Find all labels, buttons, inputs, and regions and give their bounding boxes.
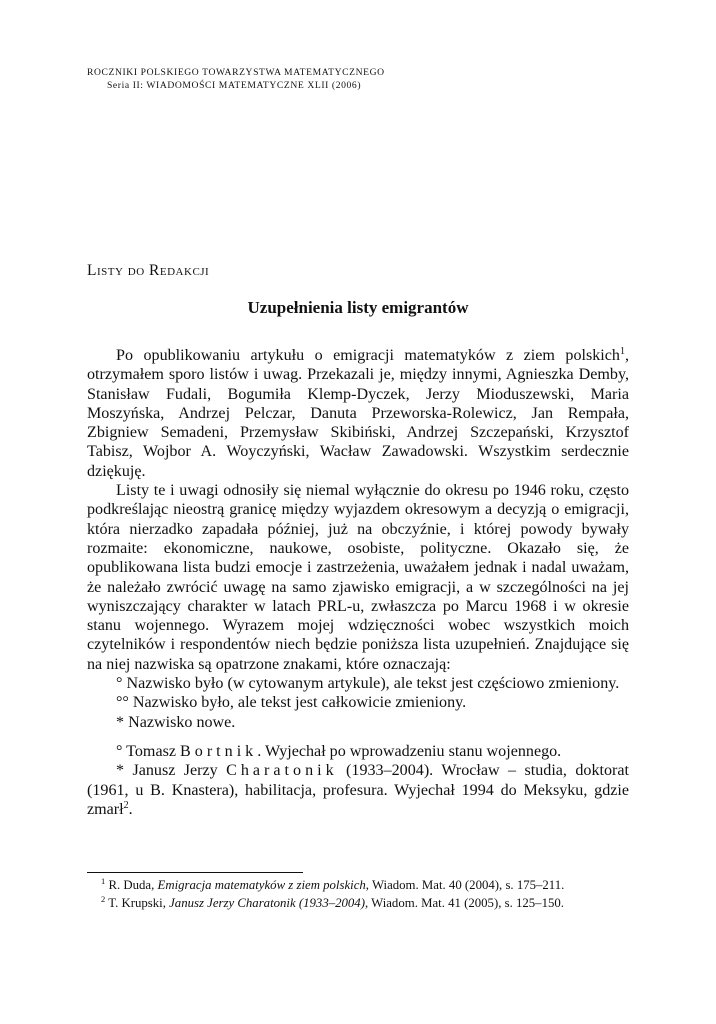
legend-fully-changed: °° Nazwisko było, ale tekst jest całkowicie zmieniony. [116, 694, 467, 712]
footnote: $^1$ R. Duda, Emigracja matematyków z ziem polskich, Wiadom. Mat. 40 (2004), s. 175–211. [101, 876, 565, 892]
journal-header [87, 66, 385, 92]
article-body [87, 346, 629, 819]
entry-charatonik: * Janusz Jerzy Charatonik (1933–2004). Wrocław – studia, doktorat (1961, u B. Knastera), habilitacja, profesura. Wyjechał 1994 do Meksyku, gdzie zmarł$^2$. [87, 762, 629, 818]
footnote-ref-2: 2 [123, 799, 129, 811]
legend-partially-changed: ° Nazwisko było (w cytowanym artykule), ale tekst jest częściowo zmieniony. [116, 675, 620, 693]
legend-new: * Nazwisko nowe. [116, 713, 236, 731]
journal-series: Seria II: WIADOMOŚCI MATEMATYCZNE XLII (2006) [107, 80, 362, 91]
footnote: $^2$ T. Krupski, Janusz Jerzy Charatonik (1933–2004), Wiadom. Mat. 41 (2005), s. 125–150. [101, 893, 564, 910]
section-heading: Listy do Redakcji [87, 262, 210, 279]
paragraph-1: Po opublikowaniu artykułu o emigracji matematyków z ziem polskich$^1$, otrzymałem sporo listów i uwag. Przekazali je, między innymi, Agnieszka Demby, Stanisław Fudali, Bogumiła Klemp-Dyczek, Jerzy Mioduszewski, Maria Moszyńska, Andrzej Pelczar, Danuta Przeworska-Rolewicz, Jan Rempała, Zbigniew Semadeni, Przemysław Skibiński, Andrzej Szczepański, Krzysztof Tabisz, Wojbor A. Woyczyński, Wacław Zawadowski. Wszystkim serdecznie dziękuję. [87, 346, 629, 480]
footnotes [87, 877, 629, 912]
journal-title: ROCZNIKI POLSKIEGO TOWARZYSTWA MATEMATYCZNEGO [87, 67, 385, 78]
paragraph-2: Listy te i uwagi odnosiły się niemal wyłącznie do okresu po 1946 roku, często podkreślając nieostrą granicę między wyjazdem okresowym a decyzją o emigracji, która nierzadko zapadała później, już na obczyźnie, i której powody bywały rozmaite: ekonomiczne, naukowe, osobiste, polityczne. Okazało się, że opublikowana lista budzi emocje i zastrzeżenia, uważałem jednak i nadal uważam, że należało zwrócić uwagę na samo zjawisko emigracji, a w szczególności na jej wyniszczający charakter w latach PRL-u, zwłaszcza po Marcu 1968 i w okresie stanu wojennego. Wyrazem mojej wdzięczności wobec wszystkich moich czytelników i respondentów niech będzie poniższa lista uzupełnień. Znajdujące się na niej nazwiska są opatrzone znakami, które oznaczają: [87, 482, 629, 673]
footnote-divider [87, 872, 303, 873]
footnote-ref-1: 1 [619, 346, 625, 357]
entry-bortnik: ° Tomasz Bortnik. Wyjechał po wprowadzeniu stanu wojennego. [116, 742, 562, 760]
article-title: Uzupełnienia listy emigrantów [247, 298, 469, 317]
